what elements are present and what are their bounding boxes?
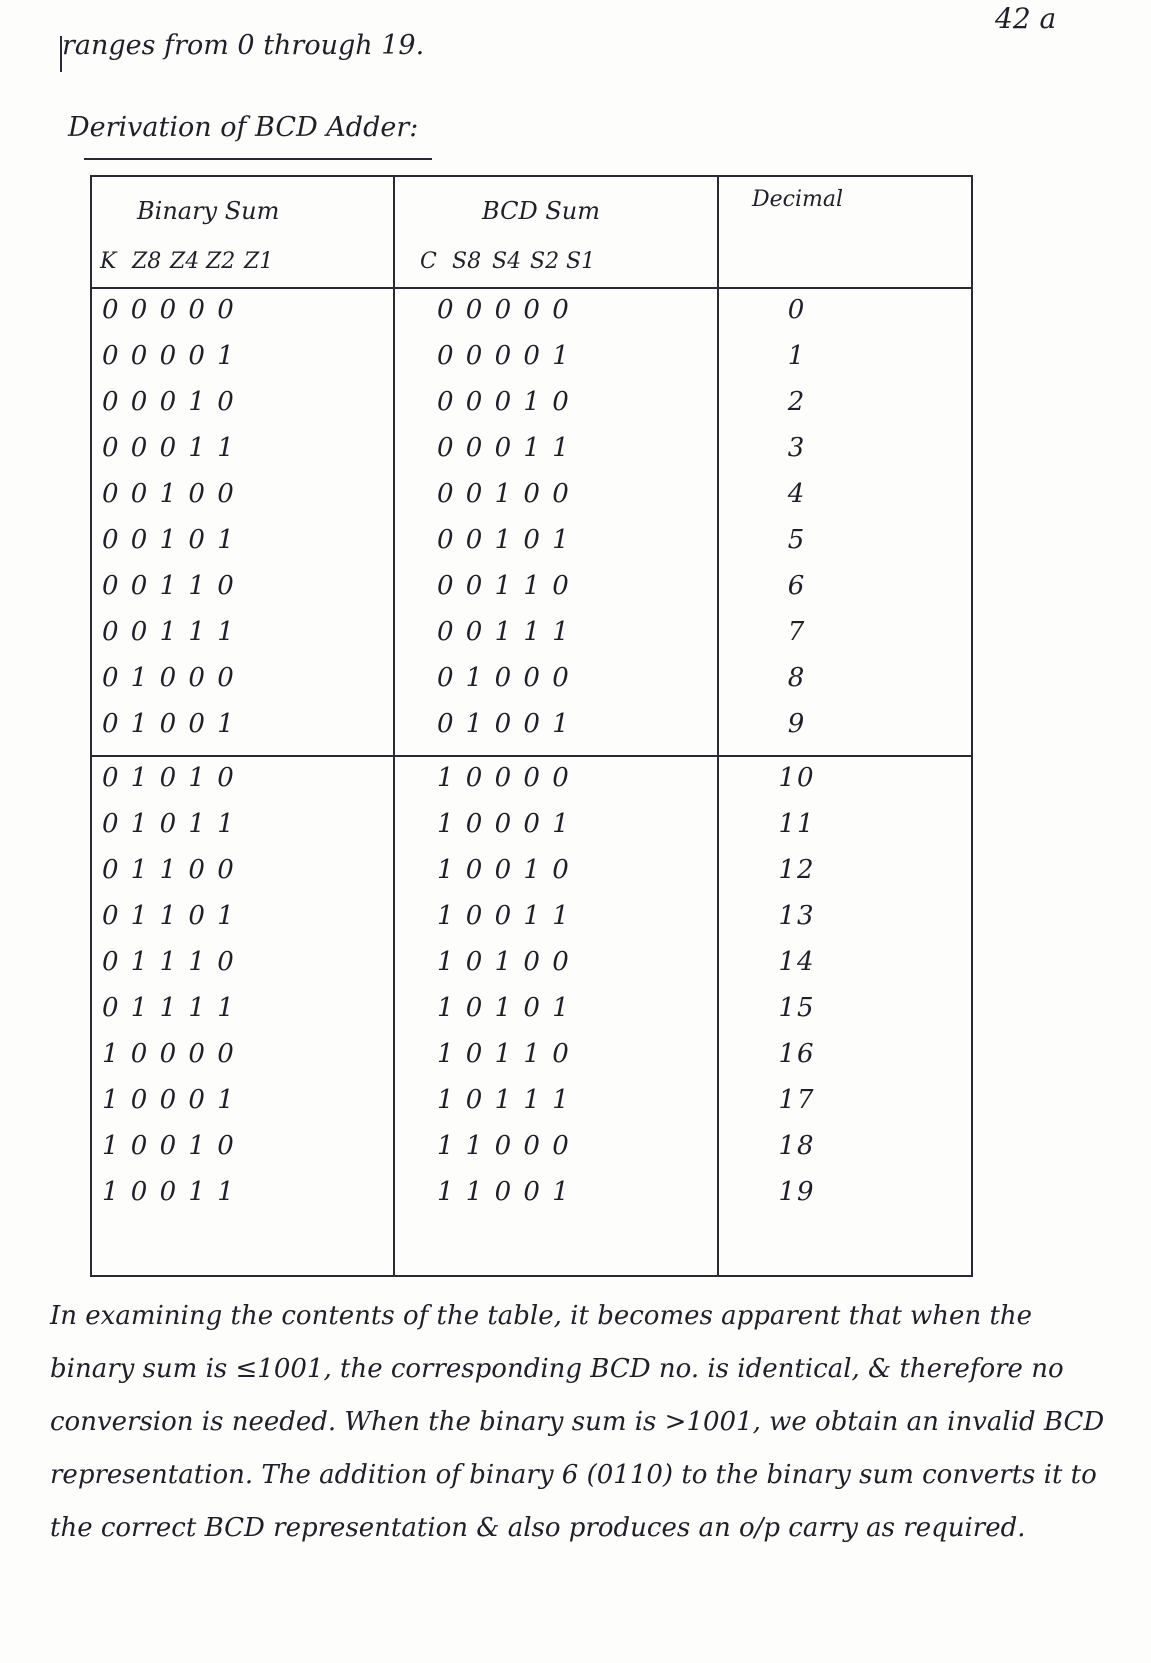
decimal-cell: 6 bbox=[787, 571, 807, 601]
bcd-bit-header: S8 bbox=[452, 249, 482, 274]
binary-sum-cell: 0 0 1 0 1 bbox=[102, 525, 236, 555]
header-divider bbox=[92, 287, 971, 289]
decimal-cell: 12 bbox=[778, 855, 816, 885]
binary-sum-cell: 1 0 0 0 1 bbox=[102, 1085, 236, 1115]
bcd-sum-cell: 1 0 1 0 1 bbox=[437, 993, 571, 1023]
decimal-cell: 18 bbox=[778, 1131, 816, 1161]
binary-bit-header: Z2 bbox=[206, 249, 236, 274]
binary-sum-cell: 0 1 0 1 1 bbox=[102, 809, 236, 839]
decimal-cell: 10 bbox=[778, 763, 816, 793]
decimal-cell: 13 bbox=[778, 901, 816, 931]
binary-sum-cell: 0 0 1 1 0 bbox=[102, 571, 236, 601]
binary-sum-cell: 1 0 0 1 0 bbox=[102, 1131, 236, 1161]
bcd-sum-cell: 0 0 1 0 0 bbox=[437, 479, 571, 509]
bcd-sum-cell: 0 0 1 1 1 bbox=[437, 617, 571, 647]
binary-sum-cell: 0 0 1 0 0 bbox=[102, 479, 236, 509]
bcd-sum-cell: 1 0 0 0 0 bbox=[437, 763, 571, 793]
binary-sum-cell: 0 0 0 0 0 bbox=[102, 295, 236, 325]
binary-bit-header: Z4 bbox=[170, 249, 200, 274]
bcd-sum-cell: 1 0 1 0 0 bbox=[437, 947, 571, 977]
decimal-cell: 16 bbox=[778, 1039, 816, 1069]
bcd-sum-cell: 1 0 0 0 1 bbox=[437, 809, 571, 839]
bcd-sum-cell: 1 0 1 1 1 bbox=[437, 1085, 571, 1115]
decimal-cell: 9 bbox=[787, 709, 807, 739]
header-decimal: Decimal bbox=[752, 187, 844, 212]
header-bcd-sum: BCD Sum bbox=[482, 197, 600, 225]
bcd-sum-cell: 1 0 1 1 0 bbox=[437, 1039, 571, 1069]
decimal-cell: 3 bbox=[787, 433, 807, 463]
decimal-cell: 11 bbox=[778, 809, 816, 839]
continuation-line: ranges from 0 through 19. bbox=[62, 30, 425, 61]
section-title: Derivation of BCD Adder: bbox=[68, 112, 419, 143]
header-binary-sum: Binary Sum bbox=[137, 197, 280, 225]
bcd-sum-cell: 0 0 1 1 0 bbox=[437, 571, 571, 601]
decimal-cell: 5 bbox=[787, 525, 807, 555]
bcd-sum-cell: 1 1 0 0 0 bbox=[437, 1131, 571, 1161]
bcd-sum-cell: 0 0 0 0 1 bbox=[437, 341, 571, 371]
bcd-sum-cell: 0 1 0 0 1 bbox=[437, 709, 571, 739]
decimal-cell: 19 bbox=[778, 1177, 816, 1207]
explanation-paragraph: In examining the contents of the table, it becomes apparent that when the binary sum is ≤1001, the corresponding BCD no. is identical, & therefore no conversion is needed. When the binary sum is >1001, we obtain an invalid BCD representation. The addition of binary 6 (0110) to the binary sum converts it to the correct BCD representation & also produces an o/p carry as required. bbox=[50, 1301, 1105, 1543]
binary-bit-header: Z1 bbox=[244, 249, 274, 274]
binary-sum-cell: 0 1 1 0 1 bbox=[102, 901, 236, 931]
decimal-cell: 17 bbox=[778, 1085, 816, 1115]
binary-sum-cell: 1 0 0 1 1 bbox=[102, 1177, 236, 1207]
decimal-cell: 7 bbox=[787, 617, 807, 647]
row-group-divider bbox=[92, 755, 971, 757]
binary-sum-cell: 0 1 1 1 0 bbox=[102, 947, 236, 977]
binary-sum-cell: 0 1 1 0 0 bbox=[102, 855, 236, 885]
binary-bit-header: Z8 bbox=[132, 249, 162, 274]
binary-sum-cell: 0 1 1 1 1 bbox=[102, 993, 236, 1023]
decimal-cell: 2 bbox=[787, 387, 807, 417]
binary-sum-cell: 0 0 0 1 1 bbox=[102, 433, 236, 463]
bcd-sum-cell: 0 0 1 0 1 bbox=[437, 525, 571, 555]
bcd-sum-cell: 0 1 0 0 0 bbox=[437, 663, 571, 693]
binary-sum-cell: 0 1 0 0 0 bbox=[102, 663, 236, 693]
title-underline bbox=[84, 158, 432, 160]
bcd-sum-cell: 0 0 0 1 0 bbox=[437, 387, 571, 417]
decimal-cell: 1 bbox=[787, 341, 807, 371]
bcd-bit-header: S1 bbox=[566, 249, 596, 274]
bcd-sum-cell: 1 0 0 1 0 bbox=[437, 855, 571, 885]
bcd-sum-cell: 1 1 0 0 1 bbox=[437, 1177, 571, 1207]
decimal-cell: 15 bbox=[778, 993, 816, 1023]
binary-sum-cell: 0 0 0 0 1 bbox=[102, 341, 236, 371]
bcd-bit-header: S4 bbox=[492, 249, 522, 274]
column-divider bbox=[393, 177, 395, 1275]
decimal-cell: 14 bbox=[778, 947, 816, 977]
bcd-bit-header: S2 bbox=[530, 249, 560, 274]
page-number: 42 a bbox=[995, 2, 1057, 35]
binary-bit-header: K bbox=[100, 249, 117, 274]
bcd-adder-table bbox=[90, 175, 973, 1277]
bcd-sum-cell: 0 0 0 0 0 bbox=[437, 295, 571, 325]
decimal-cell: 4 bbox=[787, 479, 807, 509]
binary-sum-cell: 1 0 0 0 0 bbox=[102, 1039, 236, 1069]
decimal-cell: 8 bbox=[787, 663, 807, 693]
bcd-bit-header: C bbox=[420, 249, 437, 274]
binary-sum-cell: 0 0 1 1 1 bbox=[102, 617, 236, 647]
binary-sum-cell: 0 1 0 1 0 bbox=[102, 763, 236, 793]
decimal-cell: 0 bbox=[787, 295, 807, 325]
binary-sum-cell: 0 0 0 1 0 bbox=[102, 387, 236, 417]
column-divider bbox=[717, 177, 719, 1275]
bcd-sum-cell: 0 0 0 1 1 bbox=[437, 433, 571, 463]
bcd-sum-cell: 1 0 0 1 1 bbox=[437, 901, 571, 931]
binary-sum-cell: 0 1 0 0 1 bbox=[102, 709, 236, 739]
